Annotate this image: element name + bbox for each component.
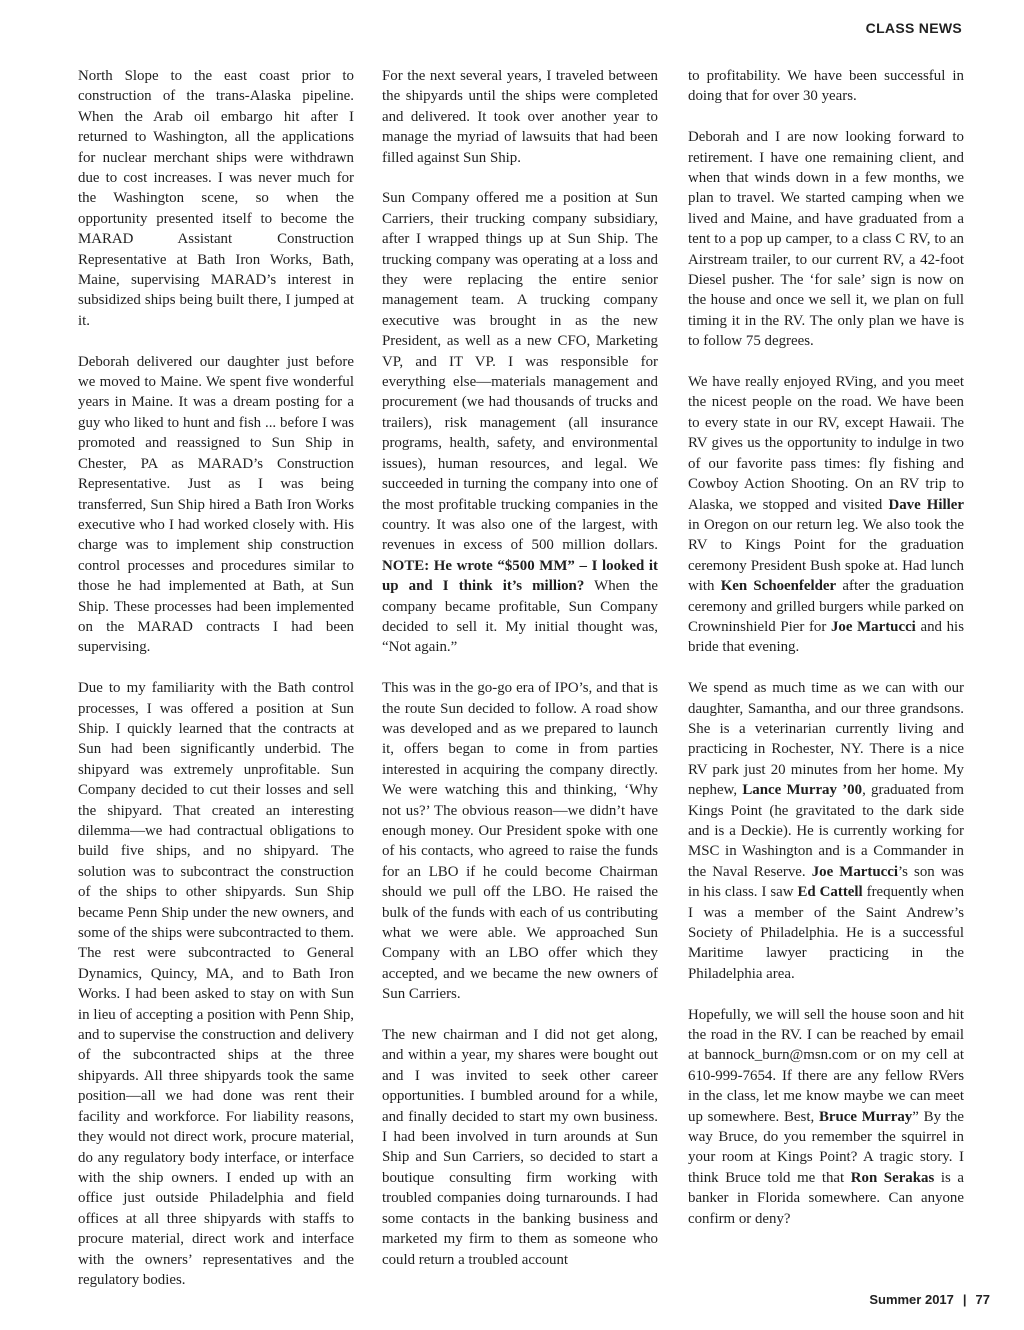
article-paragraph bbox=[688, 678, 964, 984]
bold-name: NOTE: He wrote “$500 MM” – I looked it up and I think it’s million? bbox=[382, 557, 658, 595]
article-paragraph bbox=[78, 352, 354, 658]
text-run: When the company became profitable, Sun Company decided to sell it. My initial thought was, “Not again.” bbox=[382, 578, 658, 656]
text-run: We have really enjoyed RVing, and you meet the nicest people on the road. We have been to every state in our RV, except Hawaii. The RV gives us the opportunity to indulge in two of our favorite pass times: fly fishing and Cowboy Action Shooting. On an RV trip to Alaska, we stopped and visited bbox=[688, 374, 964, 513]
article-paragraph bbox=[382, 1025, 658, 1270]
text-run: is a banker in Florida somewhere. Can anyone confirm or deny? bbox=[688, 1169, 964, 1227]
text-run: ’s son was in his class. I saw bbox=[688, 863, 964, 901]
article-paragraph bbox=[382, 66, 658, 168]
section-header: CLASS NEWS bbox=[865, 20, 962, 36]
bold-name: Joe Martucci bbox=[811, 863, 899, 880]
text-run: Deborah and I are now looking forward to retirement. I have one remaining client, and when that winds down in a few months, we plan to travel. We started camping when we lived and Maine, and have graduated from a tent to a pop up camper, to a class C RV, to an Airstream trailer, to our current RV, a 42-foot Diesel pusher. The ‘for sale’ sign is now on the house and once we sell it, we plan on full timing it in the RV. The only plan we have is to follow 75 degrees. bbox=[688, 129, 964, 350]
page-number: 77 bbox=[975, 1292, 990, 1307]
article-paragraph bbox=[688, 372, 964, 658]
text-run: For the next several years, I traveled between the shipyards until the ships were completed and delivered. It took over another year to manage the myriad of lawsuits that had been filled against Sun Ship. bbox=[382, 68, 658, 166]
article-paragraph bbox=[688, 66, 964, 107]
text-run: This was in the go-go era of IPO’s, and that is the route Sun decided to follow. A road show was developed and as we prepared to launch it, offers began to come in from parties interested in acquiring the company directly. We were watching this and thinking, ‘Why not us?’ The obvious reason—we didn’t have enough money. Our President spoke with one of his contacts, who agreed to raise the funds for an LBO if he could become Chairman should we pull off the LBO. He raised the bulk of the funds with each of us contributing what we were able. We approached Sun Company with an LBO offer which they accepted, and we became the new owners of Sun Carriers. bbox=[382, 680, 658, 1003]
bold-name: Ron Serakas bbox=[850, 1169, 935, 1186]
bold-name: Joe Martucci bbox=[830, 618, 916, 635]
text-run: to profitability. We have been successful in doing that for over 30 years. bbox=[688, 68, 964, 105]
article-paragraph bbox=[382, 678, 658, 1005]
bold-name: Ed Cattell bbox=[797, 884, 863, 901]
text-run: after the graduation ceremony and grilled burgers while parked on Crowninshield Pier for bbox=[688, 578, 964, 635]
bold-name: Lance Murray ’00 bbox=[742, 782, 863, 799]
text-run: frequently when I was a member of the Saint Andrew’s Society of Philadelphia. He is a successful Maritime lawyer practicing in the Philadelphia area. bbox=[688, 884, 965, 982]
bold-name: Dave Hiller bbox=[888, 496, 964, 513]
text-run: Deborah delivered our daughter just before we moved to Maine. We spent five wonderful years in Maine. It was a dream posting for a guy who liked to hunt and fish ... before I was promoted and reassigned to Sun Ship in Chester, PA as MARAD’s Construction Representative. Just as I was being transferred, Sun Ship hired a Bath Iron Works executive who I had worked closely with. His charge was to implement ship construction control processes and procedures similar to those he had implemented at Bath, at Sun Ship. These processes had been implemented on the MARAD contracts I had been supervising. bbox=[78, 353, 354, 656]
issue-label: Summer 2017 bbox=[869, 1292, 954, 1307]
text-column-3 bbox=[688, 66, 964, 1249]
text-run: Due to my familiarity with the Bath control processes, I was offered a position at Sun Ship. I quickly learned that the contracts at Sun had been significantly underbid. The shipyard was extremely unprofitable. Sun Company decided to cut their losses and sell the shipyard. That created an interesting dilemma—we had contractual obligations to build five ships, and no shipyard. The solution was to subcontract the construction of the ships to other shipyards. Sun Ship became Penn Ship under the new owners, and some of the ships were subcontracted to them. The rest were subcontracted to General Dynamics, Quincy, MA, and to Bath Iron Works. I had been asked to stay on with Sun in lieu of accepting a position with Penn Ship, and to supervise the construction and delivery of the subcontracted ships at the three shipyards. All three shipyards took the same position—all we had done was rent their facility and workforce. For liability reasons, they would not direct work, procure material, do any regulatory body interface, or interface with the ship owners. I ended up with an office just outside Philadelphia and field offices at all three shipyards with staffs to procure material, direct work and interface with the owners’ representatives and the regulatory bodies. bbox=[78, 680, 354, 1288]
article-paragraph bbox=[382, 188, 658, 657]
article-paragraph bbox=[78, 678, 354, 1290]
text-run: and his bride that evening. bbox=[688, 618, 964, 656]
text-run: in Oregon on our return leg. We also took the RV to Kings Point for the graduation ceremony President Bush spoke at. Had lunch with bbox=[688, 516, 964, 595]
text-run: North Slope to the east coast prior to construction of the trans-Alaska pipeline. When the Arab oil embargo hit after I returned to Washington, all the applications for nuclear merchant ships were withdrawn due to cost increases. I was never much for the Washington scene, so when the opportunity presented itself to become the MARAD Assistant Construction Representative at Bath Iron Works, Bath, Maine, supervising MARAD’s interest in subsidized ships being built there, I jumped at it. bbox=[78, 68, 354, 329]
text-run: Hopefully, we will sell the house soon and hit the road in the RV. I can be reached by email at bannock_burn@msn.com or on my cell at 610-999-7654. If there are any fellow RVers in the class, let me know maybe we can meet up somewhere. Best, bbox=[688, 1006, 964, 1125]
text-run: Sun Company offered me a position at Sun Carriers, their trucking company subsidiary, after I wrapped things up at Sun Ship. The trucking company was operating at a loss and they were replacing the entire senior management team. A trucking company executive was brought in as the new President, as well as a new CFO, Marketing VP, and IT VP. I was responsible for everything else—materials management and procurement (we had thousands of trucks and trailers), risk management (all insurance programs, health, safety, and environmental issues), human resources, and legal. We succeeded in turning the company into one of the most profitable trucking companies in the country. It was also one of the largest, with revenues in excess of 500 million dollars. bbox=[382, 190, 658, 554]
text-column-1 bbox=[78, 66, 354, 1311]
article-paragraph bbox=[688, 1005, 964, 1229]
text-run: , graduated from Kings Point (he gravitated to the dark side and is a Deckie). He is currently working for MSC in Washington and is a Commander in the Naval Reserve. bbox=[688, 782, 964, 880]
footer-separator: | bbox=[962, 1292, 967, 1307]
bold-name: Ken Schoenfelder bbox=[720, 578, 837, 595]
article-paragraph bbox=[78, 66, 354, 331]
text-run: ” By the way Bruce, do you remember the squirrel in your room at Kings Point? A tragic story. I think Bruce told me that bbox=[688, 1108, 964, 1186]
article-paragraph bbox=[688, 127, 964, 351]
text-run: We spend as much time as we can with our daughter, Samantha, and our three grandsons. She is a veterinarian currently living and practicing in Rochester, NY. There is a nice RV park just 20 minutes from her home. My nephew, bbox=[688, 680, 964, 799]
bold-name: Bruce Murray bbox=[818, 1108, 913, 1125]
text-column-2 bbox=[382, 66, 658, 1290]
text-run: The new chairman and I did not get along, and within a year, my shares were bought out and I was invited to seek other career opportunities. I bumbled around for a while, and finally decided to start my own business. I had been involved in turn arounds at Sun Ship and Sun Carriers, so decided to start a boutique consulting firm working with troubled companies doing turnarounds. I had some contacts in the banking business and marketed my firm to them as someone who could return a troubled account bbox=[382, 1027, 658, 1268]
page-footer bbox=[869, 1292, 990, 1307]
